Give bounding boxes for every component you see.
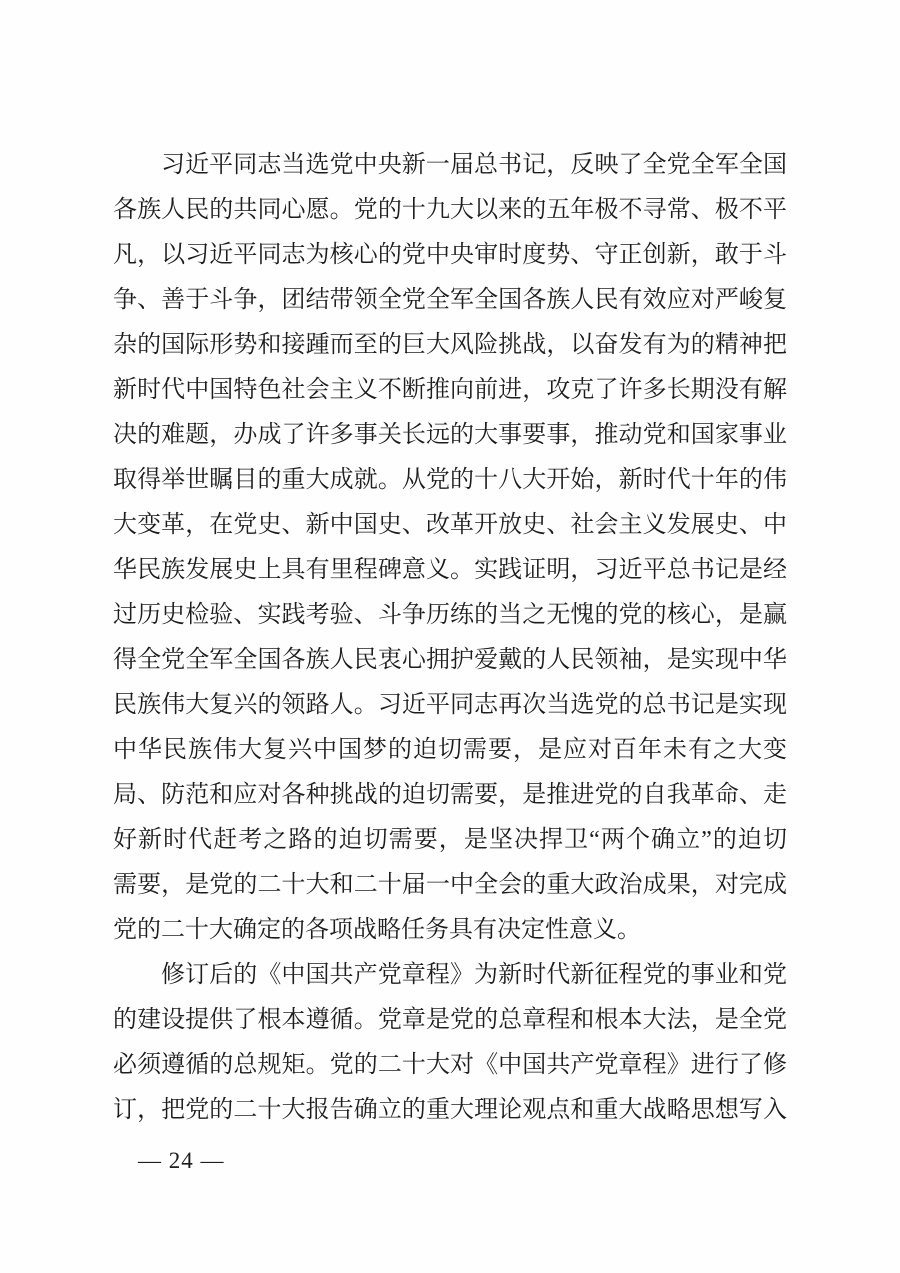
paragraph-line: 局、防范和应对各种挑战的迫切需要，是推进党的自我革命、走 bbox=[113, 782, 787, 808]
page-number-footer: — 24 — bbox=[138, 1148, 225, 1173]
paragraph-line: 凡，以习近平同志为核心的党中央审时度势、守正创新，敢于斗 bbox=[113, 242, 787, 268]
paragraph-line: 得全党全军全国各族人民衷心拥护爱戴的人民领袖，是实现中华 bbox=[113, 647, 787, 673]
paragraph-line: 党的二十大确定的各项战略任务具有决定性意义。 bbox=[113, 917, 641, 943]
paragraph-line: 大变革，在党史、新中国史、改革开放史、社会主义发展史、中 bbox=[113, 512, 787, 538]
paragraph-line: 的建设提供了根本遵循。党章是党的总章程和根本大法，是全党 bbox=[113, 1007, 787, 1033]
paragraph-line: 华民族发展史上具有里程碑意义。实践证明，习近平总书记是经 bbox=[113, 557, 787, 583]
paragraph-line: 民族伟大复兴的领路人。习近平同志再次当选党的总书记是实现 bbox=[113, 692, 787, 718]
paragraph-line: 需要，是党的二十大和二十届一中全会的重大政治成果，对完成 bbox=[113, 872, 787, 898]
paragraph-line: 杂的国际形势和接踵而至的巨大风险挑战，以奋发有为的精神把 bbox=[113, 332, 787, 358]
paragraph-line: 新时代中国特色社会主义不断推向前进，攻克了许多长期没有解 bbox=[113, 377, 787, 403]
text-block bbox=[113, 143, 787, 1133]
paragraph-line: 修订后的《中国共产党章程》为新时代新征程党的事业和党 bbox=[161, 962, 787, 988]
paragraph-line: 取得举世瞩目的重大成就。从党的十八大开始，新时代十年的伟 bbox=[113, 467, 787, 493]
paragraph-line: 必须遵循的总规矩。党的二十大对《中国共产党章程》进行了修 bbox=[113, 1052, 787, 1078]
paragraph-line: 过历史检验、实践考验、斗争历练的当之无愧的党的核心，是赢 bbox=[113, 602, 787, 628]
paragraph-line: 订，把党的二十大报告确立的重大理论观点和重大战略思想写入 bbox=[113, 1097, 787, 1123]
paragraph-line: 习近平同志当选党中央新一届总书记，反映了全党全军全国 bbox=[161, 152, 787, 178]
paragraph-line: 各族人民的共同心愿。党的十九大以来的五年极不寻常、极不平 bbox=[113, 197, 787, 223]
paragraph-line: 争、善于斗争，团结带领全党全军全国各族人民有效应对严峻复 bbox=[113, 287, 787, 313]
paragraph-line: 决的难题，办成了许多事关长远的大事要事，推动党和国家事业 bbox=[113, 422, 787, 448]
paragraph-line: 好新时代赶考之路的迫切需要，是坚决捍卫“两个确立”的迫切 bbox=[113, 827, 787, 853]
paragraph-line: 中华民族伟大复兴中国梦的迫切需要，是应对百年未有之大变 bbox=[113, 737, 787, 763]
